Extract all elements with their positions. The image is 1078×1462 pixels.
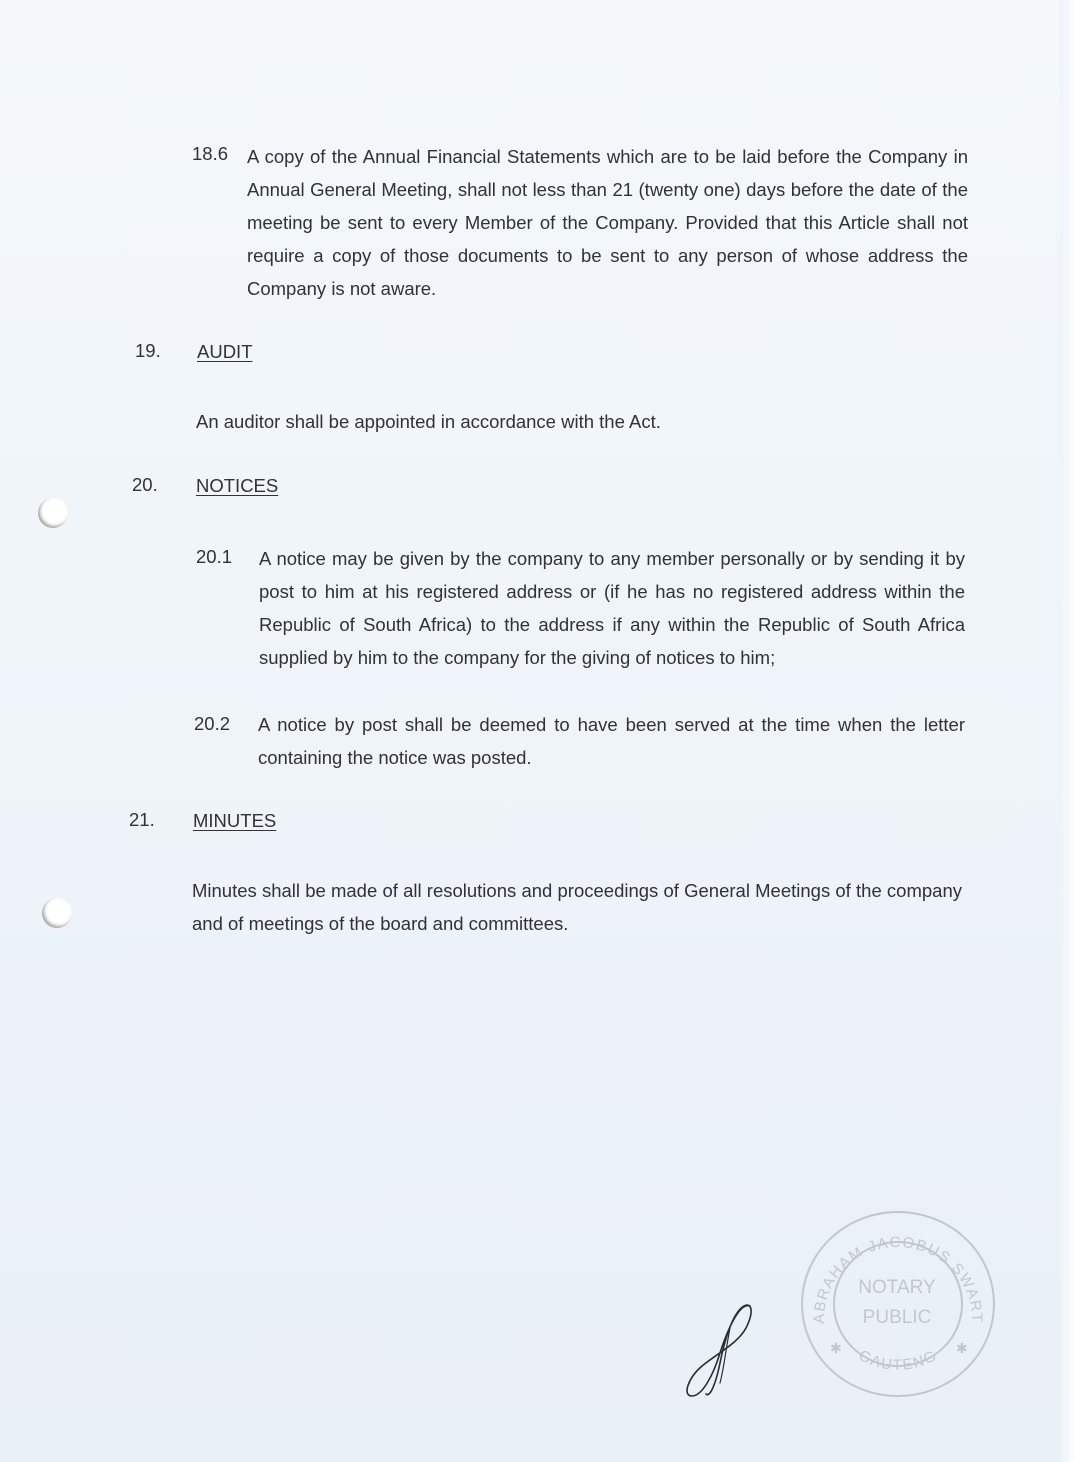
clause-20-2-number: 20.2 [194, 713, 231, 734]
signature [680, 1298, 770, 1403]
stamp-line-notary: NOTARY [858, 1277, 936, 1298]
clause-21-text: Minutes shall be made of all resolutions and proceedings of General Meetings of the company and of meetings of the board and committees. [192, 880, 962, 934]
clause-18-6-number: 18.6 [192, 143, 229, 164]
punch-hole-top [38, 498, 68, 528]
clause-20-1-text: A notice may be given by the company to any member personally or by sending it by post to him at his registered address or (if he has no registered address within the Republic of South Africa) to the address if any within the Republic of South Africa supplied by him to the company for the giving of notices to him; [259, 548, 965, 668]
clause-20-2-text: A notice by post shall be deemed to have been served at the time when the letter containing the notice was posted. [258, 714, 965, 768]
clause-18-6-text: A copy of the Annual Financial Statements which are to be laid before the Company in Annual General Meeting, shall not less than 21 (twenty one) days before the date of the meeting be sent to every Member of the Company. Provided that this Article shall not require a copy of those documents to be sent to any person of whose address the Company is not aware. [247, 146, 968, 299]
clause-20-number: 20. [132, 474, 158, 495]
stamp-line-public: PUBLIC [862, 1307, 932, 1328]
stamp-star-right: ✱ [956, 1341, 968, 1357]
clause-20-heading: NOTICES [196, 475, 279, 496]
clause-21-number: 21. [129, 809, 155, 830]
clause-21-heading: MINUTES [193, 810, 277, 831]
punch-hole-bottom [42, 898, 72, 928]
clause-19-number: 19. [135, 340, 161, 361]
page-edge [1060, 0, 1078, 1462]
clause-19-heading: AUDIT [197, 341, 253, 362]
stamp-ring-top: ABRAHAM JACOBUS SWART [810, 1233, 986, 1324]
clause-19-text: An auditor shall be appointed in accordance with the Act. [196, 411, 661, 432]
clause-20-1-number: 20.1 [196, 546, 233, 567]
notary-stamp [798, 1207, 998, 1397]
stamp-star-left: ✱ [830, 1341, 842, 1357]
stamp-ring-bottom: GAUTENG [855, 1346, 941, 1374]
